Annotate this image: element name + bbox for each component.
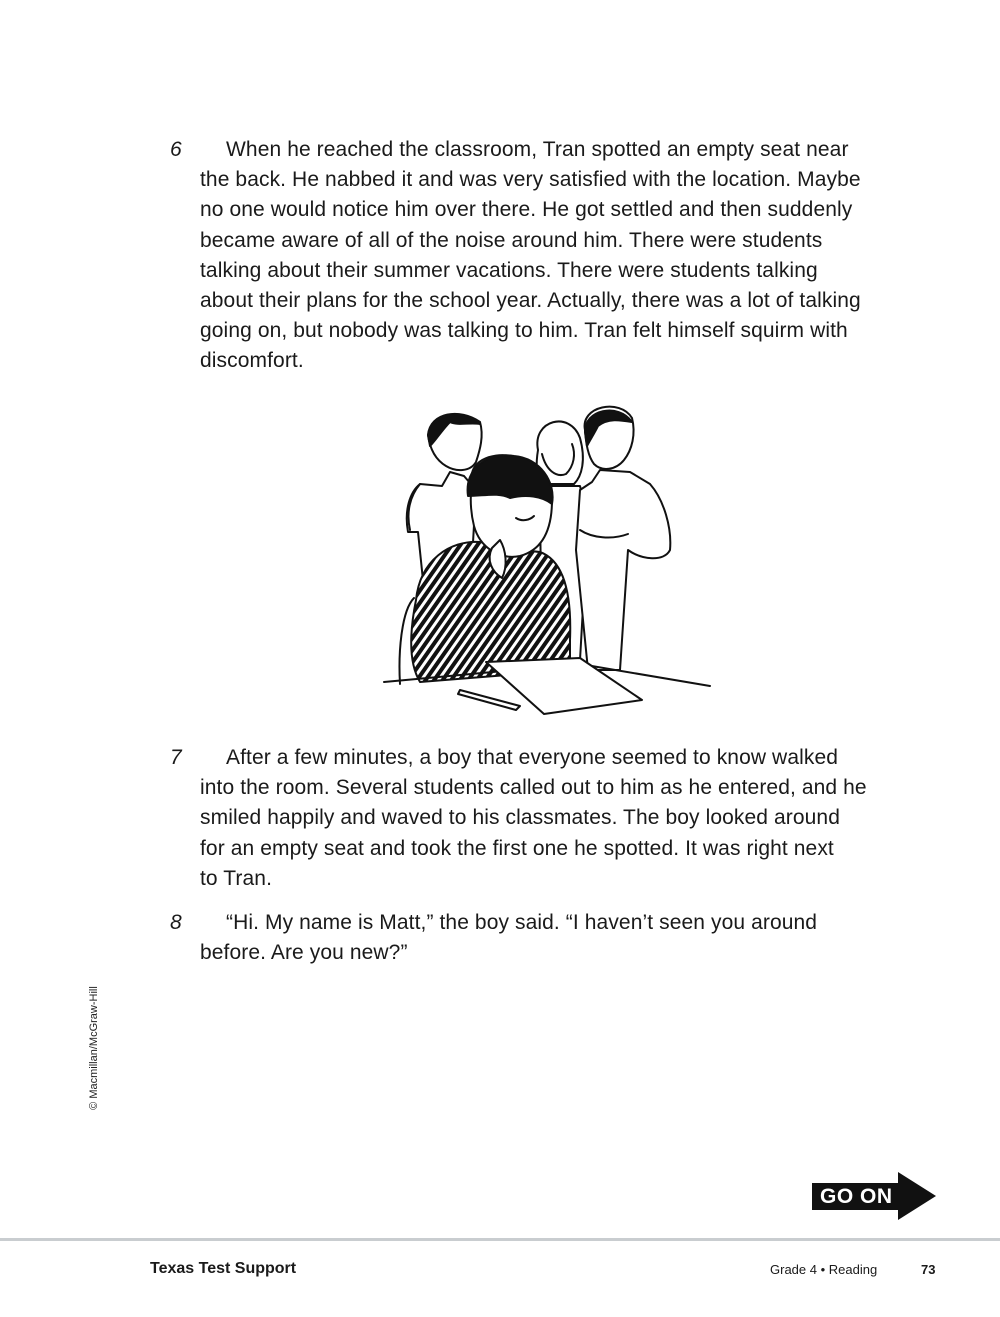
go-on-label: GO ON	[820, 1185, 893, 1208]
paragraph-7	[170, 743, 920, 894]
footer-divider	[0, 1238, 1000, 1241]
paragraph-line: After a few minutes, a boy that everyone seemed to know walked	[226, 746, 839, 769]
paragraph-line: into the room. Several students called out to him as he entered, and he	[200, 776, 867, 800]
footer-grade-subject: Grade 4 • Reading	[770, 1262, 878, 1277]
paragraph-line: the back. He nabbed it and was very satisfied with the location. Maybe	[200, 168, 861, 192]
paragraph-line: discomfort.	[200, 349, 304, 373]
copyright-notice: © Macmillan/McGraw-Hill	[88, 986, 100, 1110]
paragraph-line: “Hi. My name is Matt,” the boy said. “I haven’t seen you around	[226, 911, 818, 934]
paragraph-line: became aware of all of the noise around him. There were students	[200, 228, 823, 252]
go-on-indicator	[812, 1172, 942, 1222]
paragraph-line: When he reached the classroom, Tran spotted an empty seat near	[226, 138, 849, 161]
paragraph-line: no one would notice him over there. He got settled and then suddenly	[200, 198, 853, 222]
paragraph-line: about their plans for the school year. Actually, there was a lot of talking	[200, 289, 861, 313]
paragraph-line: smiled happily and waved to his classmates. The boy looked around	[200, 806, 840, 830]
footer-title: Texas Test Support	[150, 1260, 297, 1277]
paragraph-number: 7	[170, 746, 182, 769]
paragraph-8	[170, 908, 920, 968]
paragraph-line: talking about their summer vacations. There were students talking	[200, 258, 818, 282]
classroom-illustration	[380, 400, 720, 720]
paragraph-line: before. Are you new?”	[200, 941, 408, 965]
arrow-right-icon	[898, 1172, 936, 1220]
paragraph-line: going on, but nobody was talking to him. Tran felt himself squirm with	[200, 319, 848, 343]
paragraph-number: 6	[170, 138, 182, 161]
paragraph-number: 8	[170, 911, 182, 934]
page-number: 73	[921, 1262, 936, 1277]
paragraph-line: to Tran.	[200, 866, 273, 890]
standing-boy-right	[576, 407, 670, 670]
paragraph-line: for an empty seat and took the first one he spotted. It was right next	[200, 836, 834, 860]
paragraph-6	[170, 135, 920, 377]
